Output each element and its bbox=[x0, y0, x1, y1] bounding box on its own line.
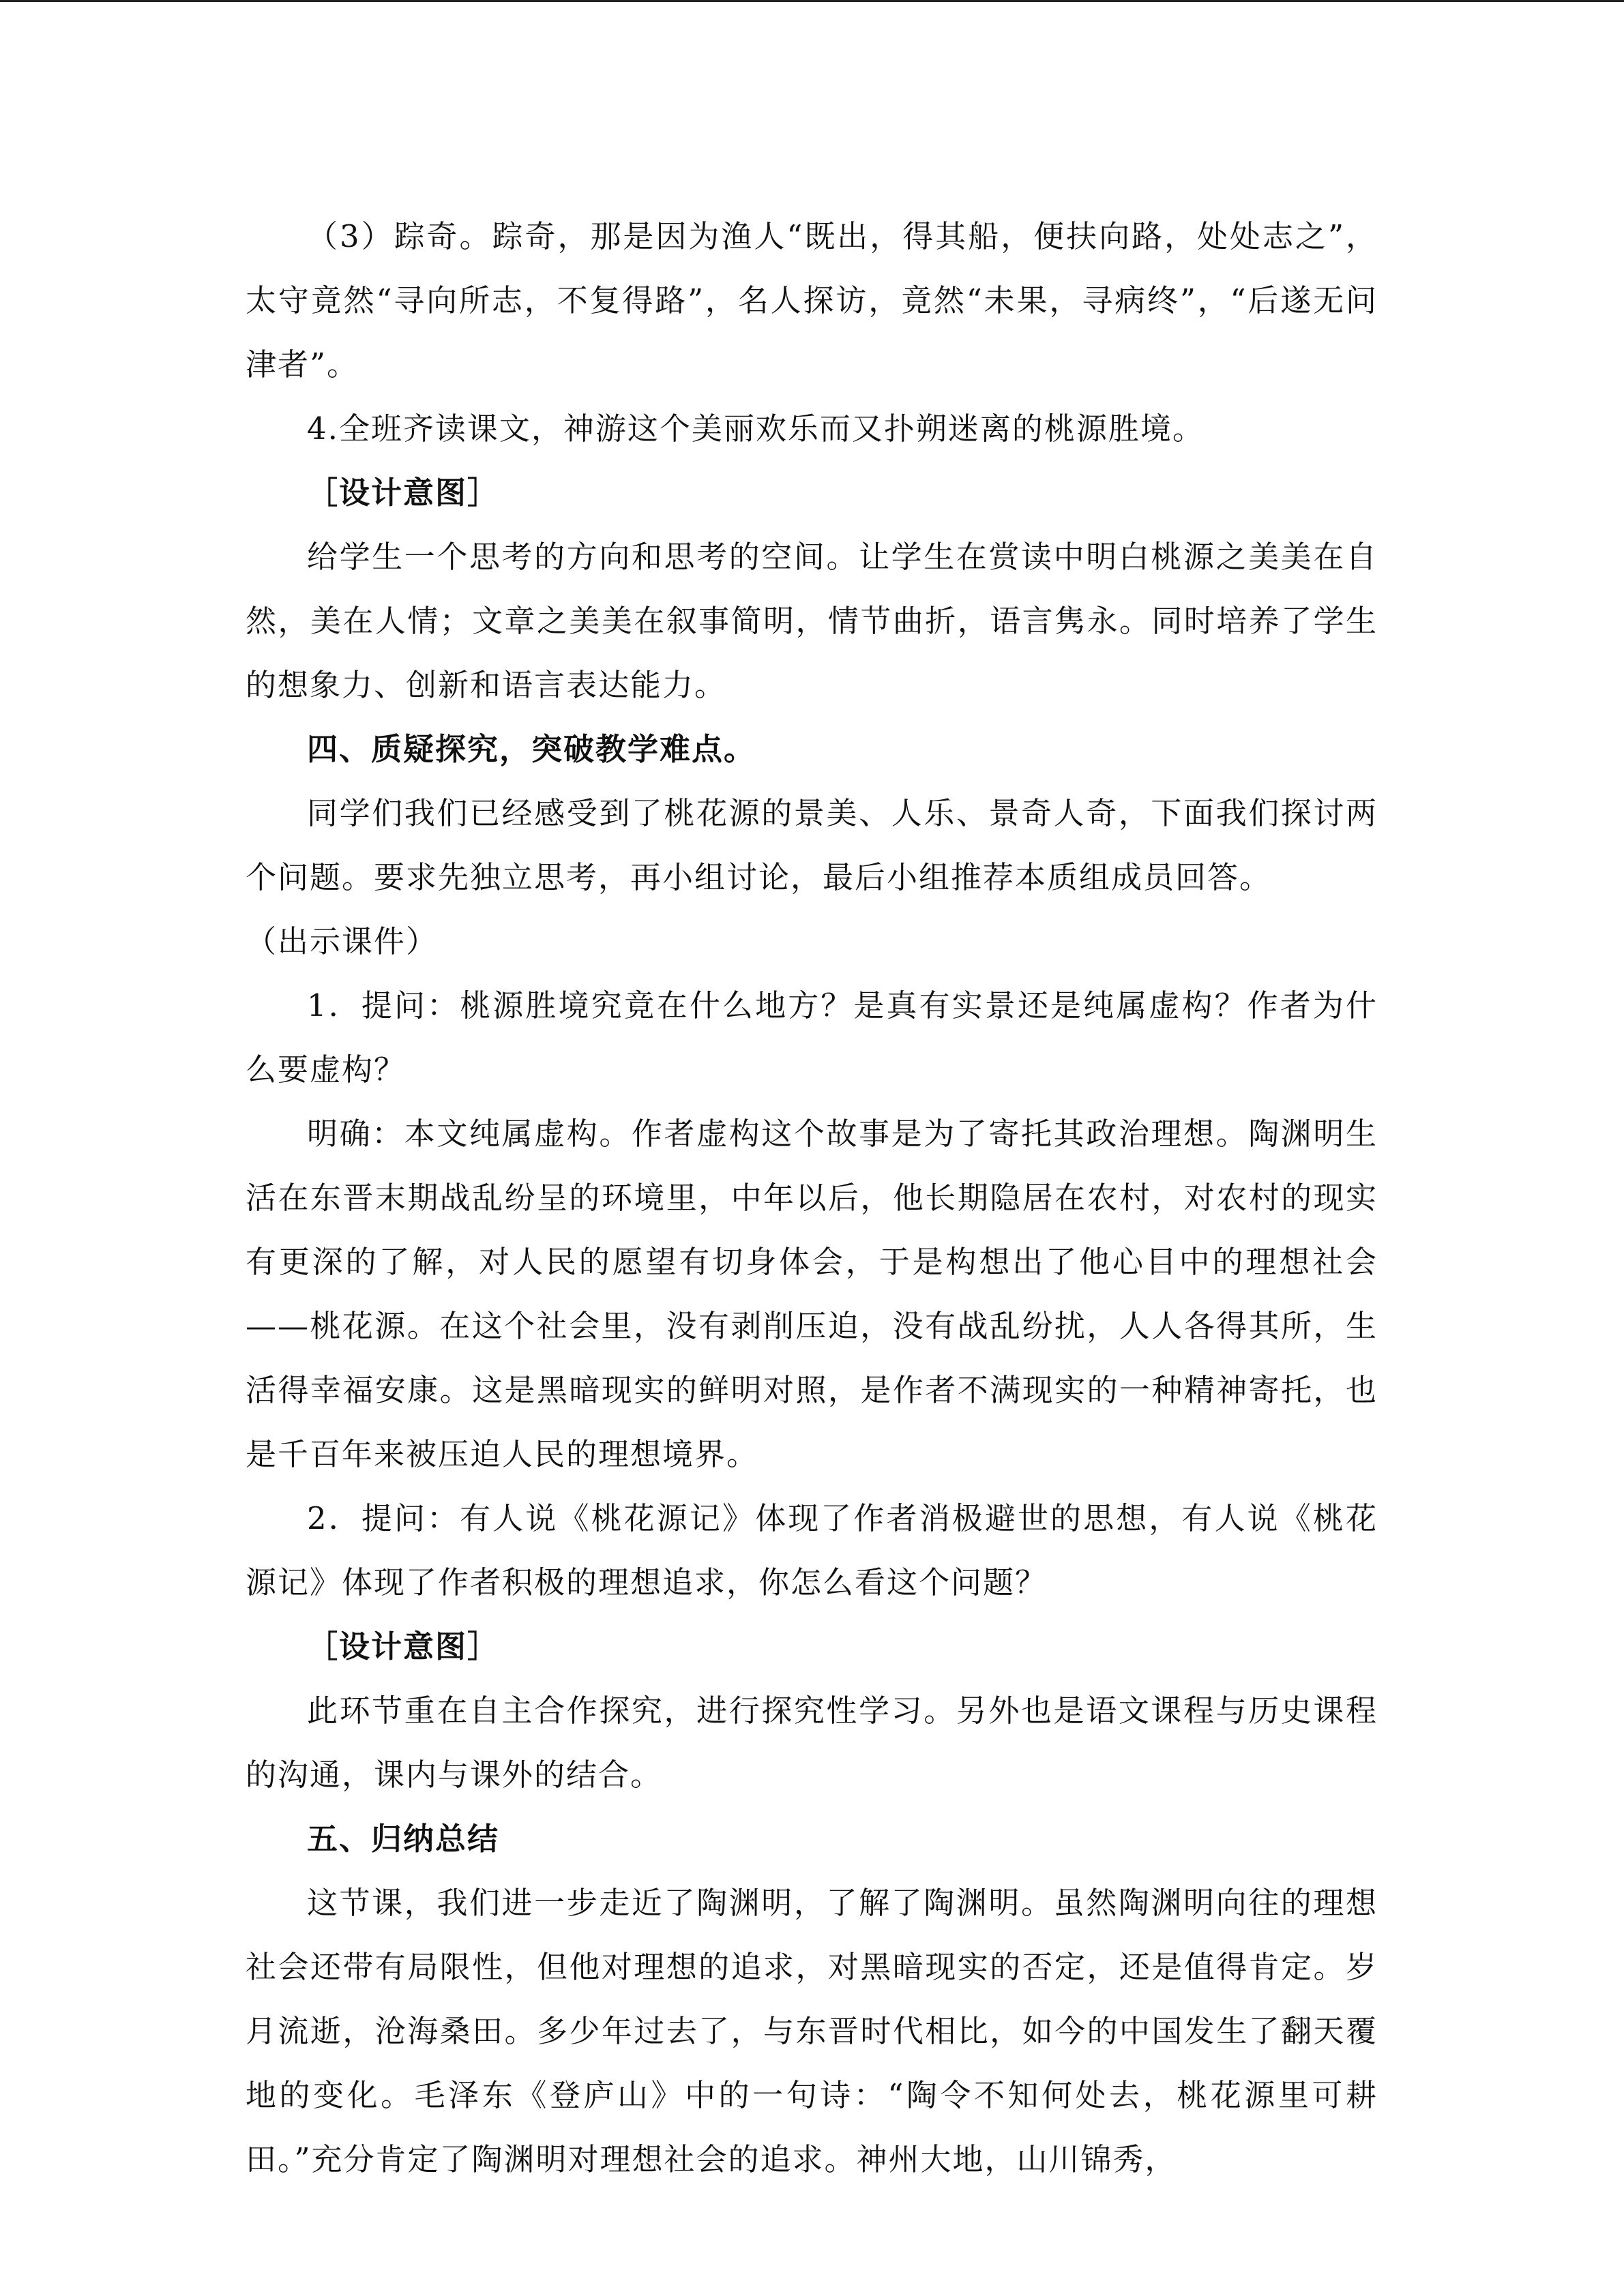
paragraph-question-2: 2．提问：有人说《桃花源记》体现了作者消极避世的思想，有人说《桃花源记》体现了作者积极的理想追求，你怎么看这个问题？ bbox=[246, 1500, 1378, 1600]
paragraph-summary: 这节课，我们进一步走近了陶渊明，了解了陶渊明。虽然陶渊明向往的理想社会还带有局限性，但他对理想的追求，对黑暗现实的否定，还是值得肯定。岁月流逝，沧海桑田。多少年过去了，与东晋时代相比，如今的中国发生了翻天覆地的变化。毛泽东《登庐山》中的一句诗：“陶令不知何处去，桃花源里可耕田。”充分肯定了陶渊明对理想社会的追求。神州大地，山川锦秀， bbox=[246, 1885, 1378, 2177]
paragraph-design-intent-2: 此环节重在自主合作探究，进行探究性学习。另外也是语文课程与历史课程的沟通，课内与课外的结合。 bbox=[246, 1693, 1378, 1793]
design-intent-heading-1: ［设计意图］ bbox=[307, 475, 500, 511]
design-intent-heading-2: ［设计意图］ bbox=[307, 1628, 500, 1665]
top-border-line bbox=[0, 0, 1624, 2]
paragraph-trace-wonder: （3）踪奇。踪奇，那是因为渔人“既出，得其船，便扶向路，处处志之”，太守竟然“寻向所志，不复得路”，名人探访，竟然“未果，寻病终”，“后遂无问津者”。 bbox=[246, 218, 1378, 383]
paragraph-design-intent-1: 给学生一个思考的方向和思考的空间。让学生在赏读中明白桃源之美美在自然，美在人情；文章之美美在叙事简明，情节曲折，语言隽永。同时培养了学生的想象力、创新和语言表达能力。 bbox=[246, 539, 1378, 703]
paragraph-answer-1: 明确：本文纯属虚构。作者虚构这个故事是为了寄托其政治理想。陶渊明生活在东晋末期战乱纷呈的环境里，中年以后，他长期隐居在农村，对农村的现实有更深的了解，对人民的愿望有切身体会，于是构想出了他心目中的理想社会——桃花源。在这个社会里，没有剥削压迫，没有战乱纷扰，人人各得其所，生活得幸福安康。这是黑暗现实的鲜明对照，是作者不满现实的一种精神寄托，也是千百年来被压迫人民的理想境界。 bbox=[246, 1116, 1378, 1472]
section-heading-inquiry: 四、质疑探究，突破教学难点。 bbox=[307, 731, 756, 767]
section-heading-summary: 五、归纳总结 bbox=[307, 1821, 500, 1857]
document-page bbox=[246, 205, 1378, 2192]
paragraph-question-1: 1．提问：桃源胜境究竟在什么地方？是真有实景还是纯属虚构？作者为什么要虚构？ bbox=[246, 987, 1378, 1088]
paragraph-show-courseware: （出示课件） bbox=[246, 923, 439, 959]
paragraph-class-reading: 4.全班齐读课文，神游这个美丽欢乐而又扑朔迷离的桃源胜境。 bbox=[307, 411, 1205, 447]
paragraph-inquiry-intro: 同学们我们已经感受到了桃花源的景美、人乐、景奇人奇，下面我们探讨两个问题。要求先独立思考，再小组讨论，最后小组推荐本质组成员回答。 bbox=[246, 795, 1378, 895]
